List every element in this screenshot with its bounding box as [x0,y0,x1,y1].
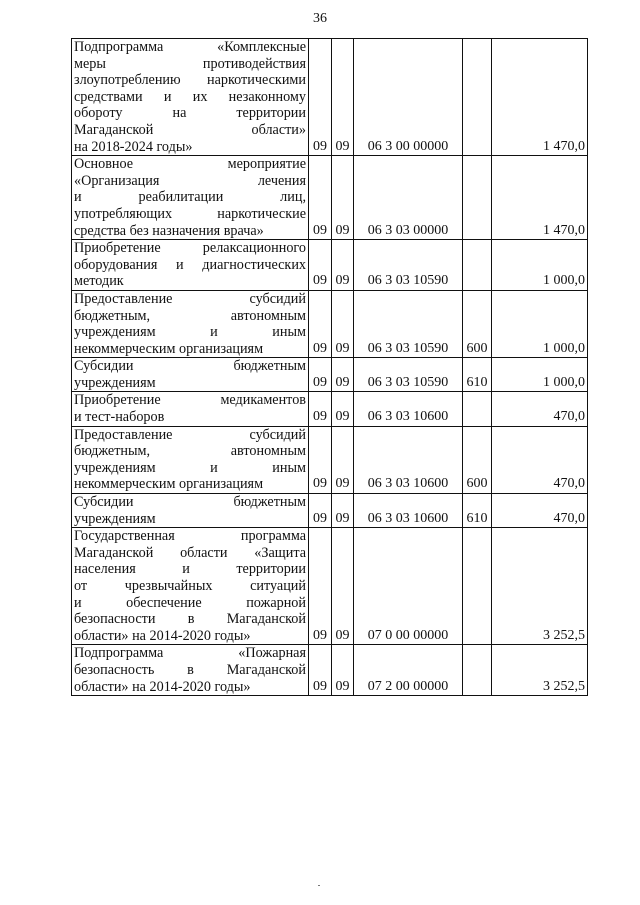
row-name-last-line: области» на 2014-2020 годы» [74,627,251,644]
row-name-last-line: области» на 2014-2020 годы» [74,678,251,695]
row-name [72,156,309,240]
row-name-line: бюджетным, автономным [74,307,306,324]
row-name-line: Предоставление субсидий [74,426,306,443]
target-article-code: 06 3 03 00000 [354,156,463,240]
amount-value: 1 470,0 [492,156,588,240]
row-name-line: безопасность в Магаданской [74,661,306,678]
row-name-line: Магаданской области» [74,121,306,138]
subsection-code: 09 [332,290,354,357]
table-row [72,426,588,493]
table-row [72,240,588,291]
row-name-line: учреждениям и иным [74,459,306,476]
budget-table [71,38,588,696]
expense-type-code: 600 [463,290,492,357]
row-name [72,240,309,291]
row-name [72,39,309,156]
target-article-code: 06 3 03 10600 [354,392,463,426]
row-name [72,426,309,493]
subsection-code: 09 [332,645,354,696]
row-name-last-line: учреждениям [74,374,156,391]
row-name-last-line: средства без назначения врача» [74,222,264,239]
subsection-code: 09 [332,392,354,426]
target-article-code: 07 0 00 00000 [354,528,463,645]
table-row [72,39,588,156]
row-name-last-line: учреждениям [74,510,156,527]
row-name-line: «Организация лечения [74,172,306,189]
section-code: 09 [309,392,332,426]
row-name-last-line: некоммерческим организациям [74,340,264,357]
section-code: 09 [309,528,332,645]
amount-value: 470,0 [492,392,588,426]
row-name [72,528,309,645]
subsection-code: 09 [332,494,354,528]
row-name-line: злоупотреблению наркотическими [74,72,306,89]
row-name-line: меры противодействия [74,55,306,72]
row-name-line: обороту на территории [74,105,306,122]
scan-speck [318,885,320,886]
row-name-line: населения и территории [74,561,306,578]
row-name-line: Предоставление субсидий [74,290,306,307]
expense-type-code [463,645,492,696]
amount-value: 3 252,5 [492,528,588,645]
table-row [72,156,588,240]
expense-type-code: 610 [463,494,492,528]
row-name-line: Приобретение релаксационного [74,240,306,257]
target-article-code: 07 2 00 00000 [354,645,463,696]
target-article-code: 06 3 03 10590 [354,240,463,291]
budget-table-body [72,39,588,696]
expense-type-code [463,156,492,240]
row-name-line: Субсидии бюджетным [74,494,306,511]
amount-value: 1 000,0 [492,358,588,392]
expense-type-code [463,39,492,156]
row-name-last-line: и тест-наборов [74,409,165,426]
section-code: 09 [309,290,332,357]
expense-type-code [463,392,492,426]
subsection-code: 09 [332,426,354,493]
target-article-code: 06 3 03 10600 [354,494,463,528]
subsection-code: 09 [332,240,354,291]
section-code: 09 [309,358,332,392]
target-article-code: 06 3 03 10590 [354,358,463,392]
row-name-line: Субсидии бюджетным [74,358,306,375]
row-name-line: Государственная программа [74,528,306,545]
section-code: 09 [309,645,332,696]
row-name-line: учреждениям и иным [74,324,306,341]
row-name-line: и обеспечение пожарной [74,594,306,611]
amount-value: 1 470,0 [492,39,588,156]
row-name-line: бюджетным, автономным [74,443,306,460]
row-name [72,358,309,392]
subsection-code: 09 [332,156,354,240]
row-name-line: Магаданской области «Защита [74,544,306,561]
row-name-line: употребляющих наркотические [74,205,306,222]
row-name-line: оборудования и диагностических [74,256,306,273]
section-code: 09 [309,156,332,240]
table-row [72,494,588,528]
expense-type-code: 600 [463,426,492,493]
target-article-code: 06 3 03 10600 [354,426,463,493]
row-name-line: Подпрограмма «Комплексные [74,39,306,55]
row-name-line: и реабилитации лиц, [74,189,306,206]
table-row [72,392,588,426]
row-name-line: средствами и их незаконному [74,88,306,105]
row-name-last-line: методик [74,273,124,290]
row-name [72,645,309,696]
table-row [72,358,588,392]
row-name [72,290,309,357]
subsection-code: 09 [332,39,354,156]
page-number: 36 [313,11,327,26]
table-row [72,528,588,645]
amount-value: 1 000,0 [492,240,588,291]
row-name-line: Основное мероприятие [74,156,306,173]
amount-value: 470,0 [492,426,588,493]
amount-value: 470,0 [492,494,588,528]
row-name-line: Подпрограмма «Пожарная [74,645,306,662]
amount-value: 1 000,0 [492,290,588,357]
row-name-last-line: на 2018-2024 годы» [74,138,193,155]
table-row [72,645,588,696]
subsection-code: 09 [332,358,354,392]
amount-value: 3 252,5 [492,645,588,696]
row-name-line: безопасности в Магаданской [74,611,306,628]
expense-type-code [463,240,492,291]
row-name [72,494,309,528]
section-code: 09 [309,240,332,291]
target-article-code: 06 3 00 00000 [354,39,463,156]
row-name-last-line: некоммерческим организациям [74,476,264,493]
section-code: 09 [309,494,332,528]
row-name-line: от чрезвычайных ситуаций [74,578,306,594]
expense-type-code: 610 [463,358,492,392]
table-row [72,290,588,357]
expense-type-code [463,528,492,645]
row-name [72,392,309,426]
row-name-line: Приобретение медикаментов [74,392,306,409]
subsection-code: 09 [332,528,354,645]
section-code: 09 [309,39,332,156]
section-code: 09 [309,426,332,493]
target-article-code: 06 3 03 10590 [354,290,463,357]
